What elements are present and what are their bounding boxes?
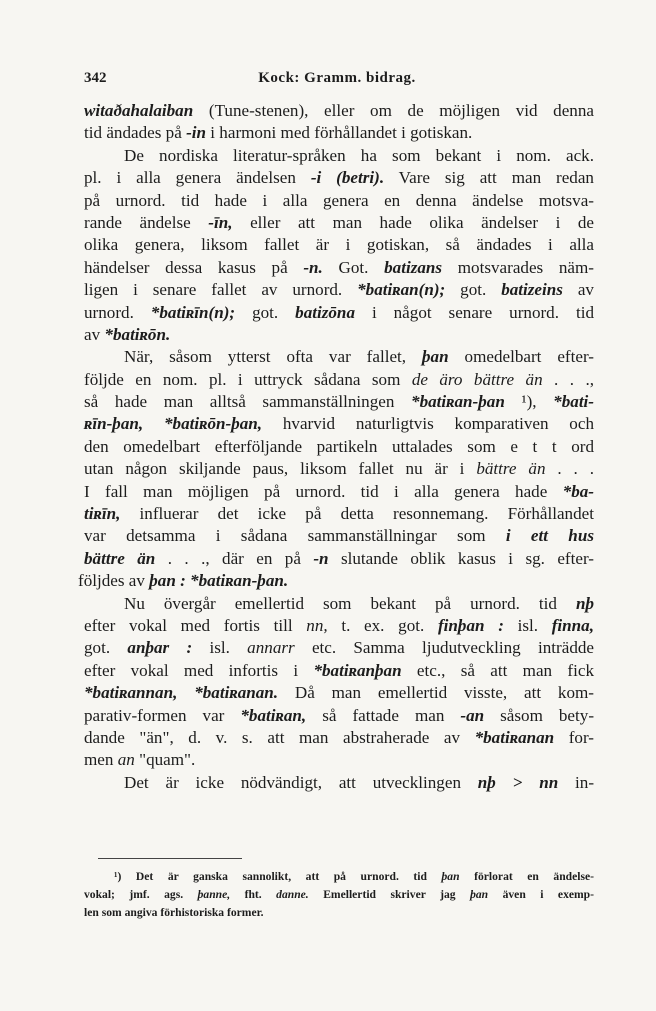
text-line [84, 279, 594, 301]
text-run: efter vokal med infortis i [84, 660, 314, 680]
text-line [84, 257, 594, 279]
text-run: etc., så att man fick [401, 660, 594, 680]
text-run: följde en nom. pl. i uttryck sådana som [84, 369, 412, 389]
text-run: på urnord. tid hade i alla genera en denna ändelse motsva- [84, 190, 594, 210]
text-line [78, 570, 594, 592]
text-run: tid ändades på [84, 123, 187, 143]
text-run: så fattade man [306, 705, 461, 725]
text-run: urnord. [84, 302, 151, 322]
text-line [84, 167, 594, 189]
text-run: De nordiska literatur-språken ha som bekant i nom. ack. [124, 145, 594, 165]
emphasis-run: -īn, [208, 212, 233, 232]
text-run: hvarvid naturligtvis komparativen och [262, 414, 594, 434]
text-run: den omedelbart efterföljande partikeln uttalades som e t t ord [84, 436, 594, 456]
text-line [84, 190, 594, 212]
text-run: etc. Samma ljudutveckling inträdde [294, 638, 595, 658]
footnote-line [84, 886, 594, 904]
text-line [84, 369, 594, 391]
emphasis-run: *bati- [553, 392, 595, 412]
text-line [84, 234, 594, 256]
text-run: så hade man alltså sammanställningen [84, 392, 412, 412]
emphasis-run: -an [460, 705, 485, 725]
text-run: händelser dessa kasus på [84, 257, 304, 277]
text-line [84, 302, 594, 324]
text-line [84, 346, 594, 368]
text-run: i harmoni med förhållandet i gotiskan. [206, 123, 473, 143]
text-run: fht. [230, 888, 277, 901]
text-line [84, 548, 594, 570]
text-line [84, 413, 594, 435]
text-run: följdes av [78, 571, 150, 591]
emphasis-run: tiʀīn, [84, 504, 121, 524]
text-line [84, 749, 594, 771]
emphasis-run: danne. [276, 888, 309, 901]
text-run: eller att man hade olika ändelser i de [232, 212, 594, 232]
emphasis-run: *batiʀīn(n); [150, 302, 236, 322]
text-run: t. ex. got. [327, 615, 438, 635]
text-run: "quam". [134, 750, 196, 770]
emphasis-run: þan [422, 347, 449, 367]
text-line [84, 525, 594, 547]
text-run: Nu övergår emellertid som bekant på urnord. tid [124, 593, 576, 613]
emphasis-run: *batiʀan(n); [357, 280, 446, 300]
text-line [84, 481, 594, 503]
text-run: utan någon skiljande paus, liksom fallet nu är i [84, 459, 477, 479]
emphasis-run: *batiʀōn-þan, [163, 414, 263, 434]
text-run: ¹), [504, 392, 554, 412]
text-run: Då man emellertid visste, att kom- [278, 683, 594, 703]
emphasis-run: finna, [551, 615, 594, 635]
text-run: motsvarades näm- [442, 257, 594, 277]
text-run [177, 683, 194, 702]
emphasis-run: *batiʀanþan [313, 660, 402, 680]
text-run: dande "än", d. v. s. att man abstraherade av [84, 727, 475, 747]
main-text [78, 100, 595, 794]
text-line [84, 705, 594, 727]
footnote-divider [98, 858, 242, 859]
text-run: men [84, 750, 118, 770]
emphasis-run: -i (betri). [310, 168, 385, 188]
emphasis-run: -in [186, 123, 207, 143]
emphasis-run: þan [441, 870, 460, 883]
emphasis-run: witaðahalaiban [84, 101, 194, 120]
text-line [84, 122, 594, 144]
emphasis-run: nþ [575, 593, 594, 613]
text-run: i något senare urnord. tid [355, 302, 594, 322]
emphasis-run: *batiʀan-þan [411, 392, 505, 412]
text-run: Got. [322, 257, 385, 277]
text-line [84, 727, 594, 749]
footnote-line [84, 904, 594, 922]
text-run: omedelbart efter- [448, 347, 594, 367]
emphasis-run: bättre än [476, 459, 546, 479]
text-run: isl. [192, 638, 248, 658]
footnote [84, 868, 594, 922]
text-line [84, 503, 594, 525]
text-line [84, 145, 594, 167]
text-run: isl. [503, 615, 552, 635]
text-line [84, 324, 594, 346]
text-line [84, 212, 594, 234]
emphasis-run: anþar : [127, 638, 193, 658]
emphasis-run: *ba- [562, 481, 594, 501]
text-line [84, 391, 594, 413]
text-line [84, 615, 594, 637]
text-run: vokal; jmf. ags. [84, 888, 198, 901]
emphasis-run: *batiʀan, [240, 705, 307, 725]
text-run: Vare sig att man redan [384, 168, 594, 188]
text-run: parativ-formen var [84, 705, 241, 725]
running-header [84, 70, 590, 92]
emphasis-run: i ett hus [505, 526, 594, 546]
running-title: Kock: Gramm. bidrag. [258, 70, 416, 86]
emphasis-run: *batiʀōn. [104, 324, 171, 344]
text-line [84, 660, 594, 682]
text-run: var detsamma i sådana sammanställningar som [84, 526, 506, 546]
emphasis-run: *batiʀanan [474, 727, 555, 747]
text-run: got. [235, 302, 296, 322]
footnote-line [84, 868, 594, 886]
text-run: influerar det icke på detta resonnemang. Förhållandet [120, 504, 594, 524]
emphasis-run: batizans [384, 257, 443, 277]
emphasis-run: batizeins [501, 280, 563, 300]
text-run: got. [84, 638, 128, 658]
text-run: . . ., [542, 369, 594, 389]
text-run: såsom bety- [484, 705, 595, 725]
text-run: pl. i alla genera ändelsen [84, 168, 311, 188]
text-run: for- [554, 727, 595, 747]
text-run: olika genera, liksom fallet är i gotiskan, så ändades i alla [84, 235, 594, 255]
text-run: ligen i senare fallet av urnord. [84, 280, 358, 300]
emphasis-run: nþ > nn [477, 772, 559, 792]
emphasis-run: *batiʀanan. [194, 683, 279, 703]
emphasis-run: þan [470, 888, 489, 901]
emphasis-run: bättre än [84, 548, 156, 568]
emphasis-run: -n [313, 548, 329, 568]
text-line [84, 682, 594, 704]
text-run: len som angiva förhistoriska former. [84, 906, 264, 919]
text-run: in- [558, 772, 595, 792]
emphasis-run: finþan : [437, 615, 504, 635]
emphasis-run: batizōna [295, 302, 355, 322]
text-run: Emellertid skriver jag [308, 888, 471, 901]
text-run: ¹) Det är ganska sannolikt, att på urnord. tid [114, 870, 442, 883]
text-run [143, 414, 164, 433]
emphasis-run: an [117, 750, 135, 770]
text-line [84, 772, 594, 794]
text-run: även i exemp- [488, 888, 594, 901]
text-line [84, 637, 594, 659]
text-run: efter vokal med fortis till [84, 615, 307, 635]
text-run: (Tune-stenen), eller om de möjligen vid denna [193, 101, 594, 120]
emphasis-run: *batiʀannan, [84, 683, 178, 703]
emphasis-run: nn, [306, 615, 328, 635]
text-line [84, 100, 594, 122]
text-run: got. [445, 280, 502, 300]
emphasis-run: ʀīn-þan, [84, 414, 144, 434]
text-run: förlorat en ändelse- [459, 870, 595, 883]
emphasis-run: þan : *batiʀan-þan. [149, 571, 289, 591]
emphasis-run: -n. [303, 257, 323, 277]
text-run: slutande oblik kasus i sg. efter- [328, 548, 594, 568]
emphasis-run: þanne, [197, 888, 231, 901]
text-run: . . . [545, 459, 594, 479]
emphasis-run: de äro bättre än [411, 369, 543, 389]
text-run: rande ändelse [84, 212, 209, 232]
page-number: 342 [84, 70, 107, 86]
text-run: Det är icke nödvändigt, att utvecklingen [124, 772, 478, 792]
text-line [84, 593, 594, 615]
text-run: . . ., där en på [155, 548, 314, 568]
text-run: När, såsom ytterst ofta var fallet, [124, 347, 422, 367]
text-line [84, 436, 594, 458]
text-run: av [84, 324, 105, 344]
text-run: I fall man möjligen på urnord. tid i alla genera hade [84, 481, 563, 501]
text-run: av [562, 280, 594, 300]
emphasis-run: annarr [247, 638, 295, 658]
text-line [84, 458, 594, 480]
